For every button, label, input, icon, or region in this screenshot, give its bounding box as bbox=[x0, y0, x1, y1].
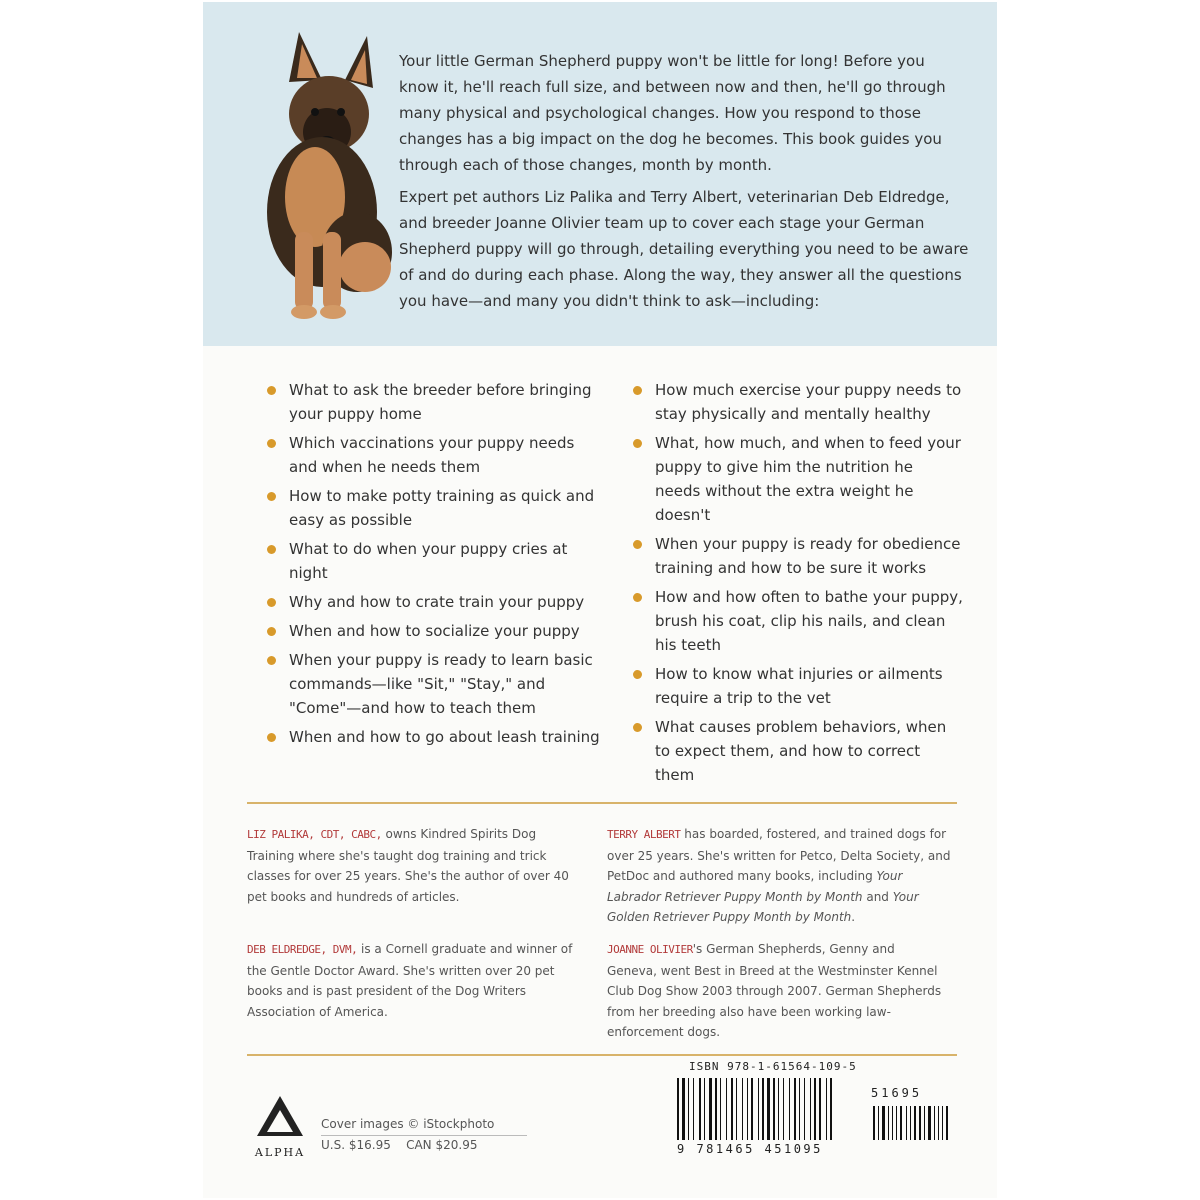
author-name: LIZ PALIKA, CDT, CABC, bbox=[247, 828, 382, 841]
list-item: When and how to go about leash training bbox=[267, 725, 607, 749]
list-item: When your puppy is ready to learn basic commands—like "Sit," "Stay," and "Come"—and how to teach them bbox=[267, 648, 607, 720]
list-item: How much exercise your puppy needs to stay physically and mentally healthy bbox=[633, 378, 963, 426]
bullet-list-left bbox=[267, 378, 607, 754]
list-item: Which vaccinations your puppy needs and when he needs them bbox=[267, 431, 607, 479]
author-name: TERRY ALBERT bbox=[607, 828, 681, 841]
author-bio-liz-palika: LIZ PALIKA, CDT, CABC, owns Kindred Spirits Dog Training where she's taught dog training and trick classes for over 25 years. She's the author of over 40 pet books and hundreds of articles. bbox=[247, 827, 569, 904]
alpha-publisher-logo bbox=[245, 1092, 315, 1162]
bullet-icon bbox=[267, 656, 276, 665]
intro-paragraph-1: Your little German Shepherd puppy won't be little for long! Before you know it, he'll reach full size, and between now and then, he'll go through many physical and psychological changes. How you respond to those changes has a big impact on the dog he becomes. This book guides you through each of those changes, month by month. bbox=[399, 52, 946, 174]
list-item: What to ask the breeder before bringing your puppy home bbox=[267, 378, 607, 426]
author-bio-joanne-olivier: JOANNE OLIVIER's German Shepherds, Genny and Geneva, went Best in Breed at the Westminster Kennel Club Dog Show 2003 through 2007. German Shepherds from her breeding also have been working law-enforcement dogs. bbox=[607, 942, 942, 1039]
bullet-icon bbox=[633, 439, 642, 448]
isbn-number: ISBN 978-1-61564-109-5 bbox=[689, 1060, 857, 1073]
author-name: DEB ELDREDGE, DVM, bbox=[247, 943, 358, 956]
divider bbox=[247, 802, 957, 804]
cover-credits bbox=[321, 1114, 494, 1156]
bullet-icon bbox=[267, 439, 276, 448]
intro-panel bbox=[203, 2, 997, 346]
german-shepherd-puppy-image bbox=[227, 22, 417, 322]
list-item: How to make potty training as quick and easy as possible bbox=[267, 484, 607, 532]
list-item: What causes problem behaviors, when to expect them, and how to correct them bbox=[633, 715, 963, 787]
svg-text:ALPHA: ALPHA bbox=[254, 1146, 306, 1159]
bullet-icon bbox=[267, 386, 276, 395]
list-item: When and how to socialize your puppy bbox=[267, 619, 607, 643]
book-title: Your Labrador Retriever Puppy Month by Month bbox=[607, 869, 903, 904]
price-code: 51695 bbox=[871, 1086, 923, 1100]
author-bio-terry-albert: TERRY ALBERT has boarded, fostered, and trained dogs for over 25 years. She's written for Petco, Delta Society, and PetDoc and authored many books, including Your Labrador Retriever Puppy Month by Month and Your Golden Retriever Puppy Month by Month. bbox=[607, 827, 951, 924]
book-back-cover bbox=[203, 2, 997, 1198]
list-item: What, how much, and when to feed your puppy to give him the nutrition he needs without the extra weight he doesn't bbox=[633, 431, 963, 527]
price: U.S. $16.95 CAN $20.95 bbox=[321, 1138, 478, 1152]
book-title: Your Golden Retriever Puppy Month by Month bbox=[607, 889, 919, 924]
divider bbox=[321, 1135, 527, 1136]
divider bbox=[247, 1054, 957, 1056]
author-name: JOANNE OLIVIER bbox=[607, 943, 693, 956]
intro-text bbox=[399, 48, 969, 320]
author-bio-deb-eldredge: DEB ELDREDGE, DVM, is a Cornell graduate and winner of the Gentle Doctor Award. She's written over 20 pet books and is past president of the Dog Writers Association of America. bbox=[247, 942, 573, 1019]
bullet-icon bbox=[267, 492, 276, 501]
list-item: What to do when your puppy cries at night bbox=[267, 537, 607, 585]
list-item: When your puppy is ready for obedience training and how to be sure it works bbox=[633, 532, 963, 580]
bullet-list-right bbox=[633, 378, 963, 792]
bullet-icon bbox=[633, 386, 642, 395]
list-item: How to know what injuries or ailments require a trip to the vet bbox=[633, 662, 963, 710]
bullet-icon bbox=[267, 598, 276, 607]
bullet-icon bbox=[633, 670, 642, 679]
image-credit: Cover images © iStockphoto bbox=[321, 1117, 495, 1131]
bullet-icon bbox=[633, 723, 642, 732]
bullet-icon bbox=[267, 627, 276, 636]
bullet-icon bbox=[633, 540, 642, 549]
list-item: Why and how to crate train your puppy bbox=[267, 590, 607, 614]
bullet-icon bbox=[633, 593, 642, 602]
intro-paragraph-2: Expert pet authors Liz Palika and Terry Albert, veterinarian Deb Eldredge, and breeder Joanne Olivier team up to cover each stage your German Shepherd puppy will go through, detailing everything you need to be aware of and do during each phase. Along the way, they answer all the questions you have—and many you didn't think to ask—including: bbox=[399, 188, 969, 310]
barcode-digits: 9 781465 451095 bbox=[677, 1142, 823, 1156]
list-item: How and how often to bathe your puppy, brush his coat, clip his nails, and clean his teeth bbox=[633, 585, 963, 657]
bullet-icon bbox=[267, 733, 276, 742]
bullet-icon bbox=[267, 545, 276, 554]
